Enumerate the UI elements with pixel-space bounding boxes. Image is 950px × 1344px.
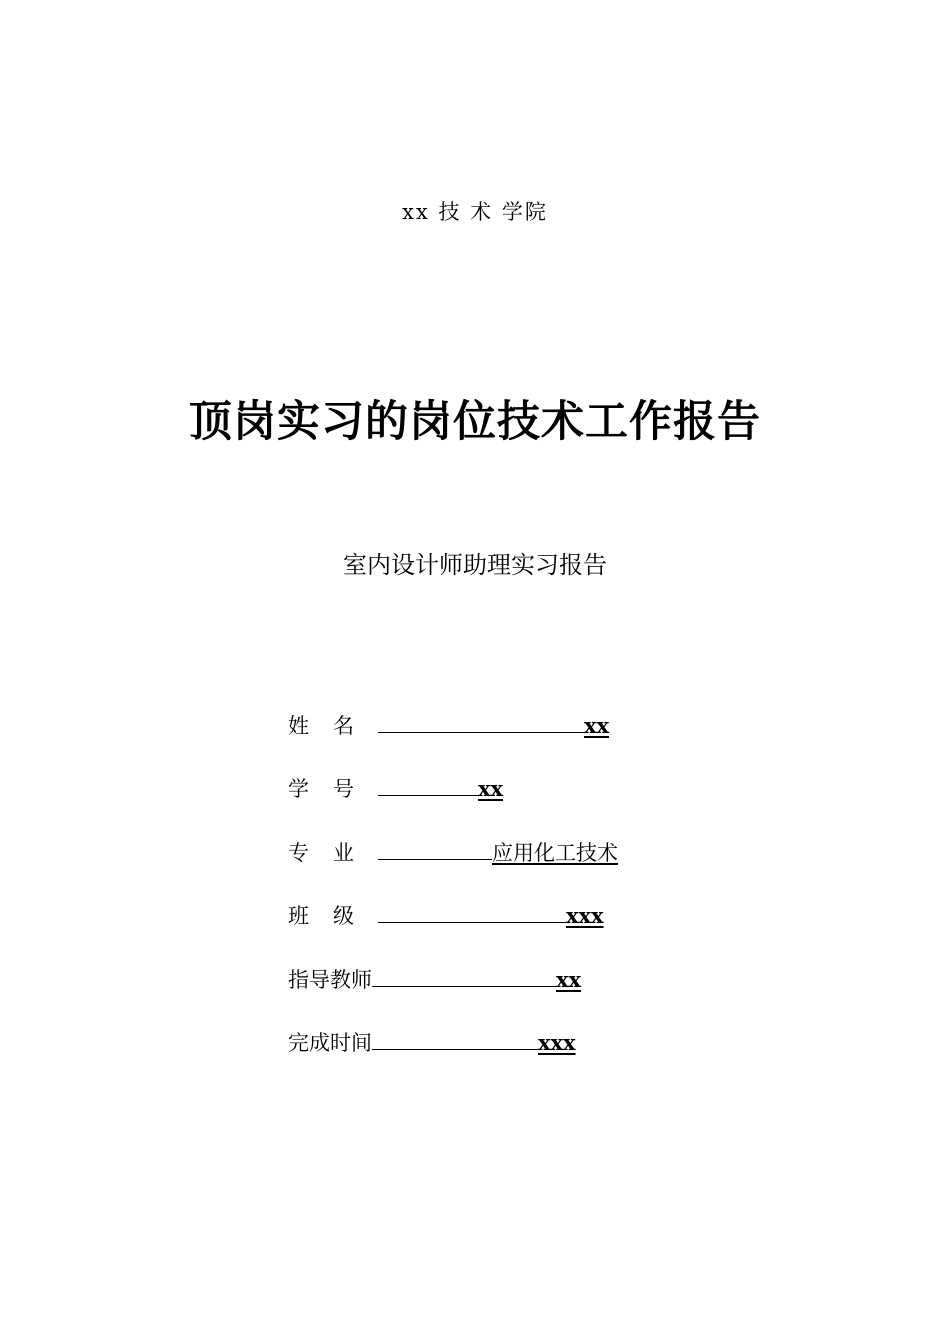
- report-subtitle: 室内设计师助理实习报告: [343, 551, 607, 579]
- field-name-label: 姓名: [288, 714, 378, 738]
- field-major-value: 应用化工技术: [492, 841, 618, 865]
- field-student-id-label: 学号: [288, 777, 378, 801]
- field-name: [288, 710, 609, 740]
- field-completion-line: [372, 1029, 538, 1050]
- field-student-id: [288, 773, 503, 803]
- field-name-line: [378, 712, 584, 733]
- field-completion-label: 完成时间: [288, 1031, 372, 1055]
- report-title: 顶岗实习的岗位技术工作报告: [189, 397, 761, 447]
- field-advisor: [288, 964, 581, 994]
- field-student-id-value: xx: [478, 776, 504, 801]
- field-major-line: [378, 839, 492, 860]
- field-class-label: 班级: [288, 904, 378, 928]
- field-advisor-line: [372, 966, 556, 987]
- school-name: xx 技 术 学院: [402, 200, 548, 224]
- field-advisor-value: xx: [556, 967, 582, 992]
- field-major-label: 专业: [288, 841, 378, 865]
- field-completion-value: xxx: [538, 1030, 576, 1055]
- field-completion: [288, 1027, 576, 1057]
- field-student-id-line: [378, 775, 478, 796]
- field-class-value: xxx: [566, 903, 604, 928]
- field-major: [288, 837, 618, 867]
- field-class-line: [378, 902, 566, 923]
- field-advisor-label: 指导教师: [288, 968, 372, 992]
- field-name-value: xx: [584, 713, 610, 738]
- field-class: [288, 900, 604, 930]
